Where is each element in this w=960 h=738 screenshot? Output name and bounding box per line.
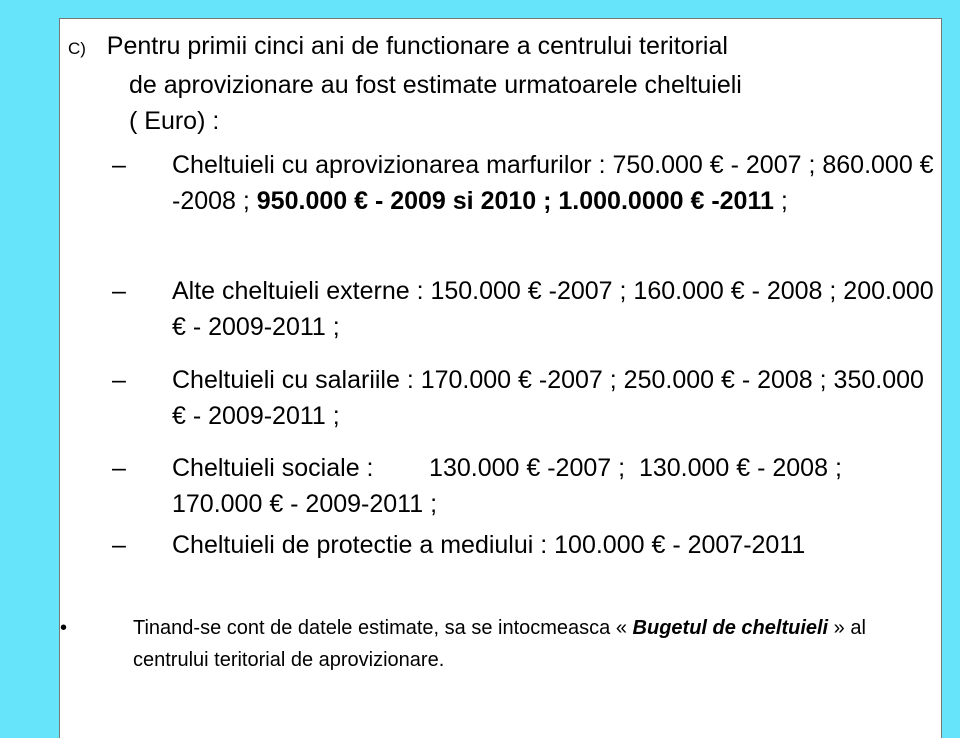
expense-item-salarii — [112, 363, 942, 434]
dash-marker: – — [112, 531, 126, 559]
expense-item-aprovizionare — [112, 148, 942, 219]
task-lead: Tinand-se cont de datele estimate, sa se intocmeasca « — [133, 617, 633, 639]
expense-item-sociale — [112, 451, 942, 522]
intro-line-3: ( Euro) : — [129, 107, 220, 135]
task-title: Bugetul de cheltuieli — [632, 617, 829, 639]
dash-marker: – — [112, 277, 126, 305]
section-label: C) — [68, 39, 86, 58]
expense-tail-text: ; — [773, 186, 788, 215]
expense-text — [172, 148, 942, 219]
intro-line-2: de aprovizionare au fost estimate urmatoarele cheltuieli — [129, 71, 742, 99]
expense-text: Cheltuieli de protectie a mediului : 100.000 € - 2007-2011 — [172, 531, 806, 559]
expense-normal-text: Cheltuieli cu aprovizionarea marfurilor : 750.000 € - 2007 ; 860.000 € -2008 ; — [172, 151, 934, 215]
dash-marker: – — [112, 454, 126, 482]
intro-paragraph — [68, 28, 938, 139]
expense-text: Cheltuieli cu salariile : 170.000 € -2007 ; 250.000 € - 2008 ; 350.000 € - 2009-2011 ; — [172, 366, 924, 430]
expense-item-mediu — [112, 528, 942, 564]
task-paragraph — [60, 612, 940, 676]
dash-marker: – — [112, 151, 126, 179]
task-text — [133, 612, 940, 676]
intro-first-line — [68, 32, 728, 60]
expense-bold-text: 950.000 € - 2009 si 2010 ; 1.000.0000 € -2011 — [256, 186, 774, 215]
expense-item-externe — [112, 274, 942, 345]
dash-marker: – — [112, 366, 126, 394]
expense-text: Cheltuieli sociale : 130.000 € -2007 ; 130.000 € - 2008 ; 170.000 € - 2009-2011 ; — [172, 454, 856, 518]
task-tail: » al centrului teritorial de aprovizionare. — [133, 617, 866, 671]
bullet-marker: • — [60, 617, 68, 639]
intro-line-1: Pentru primii cinci ani de functionare a centrului teritorial — [106, 32, 728, 60]
expense-text: Alte cheltuieli externe : 150.000 € -2007 ; 160.000 € - 2008 ; 200.000 € - 2009-2011 ; — [172, 277, 934, 341]
